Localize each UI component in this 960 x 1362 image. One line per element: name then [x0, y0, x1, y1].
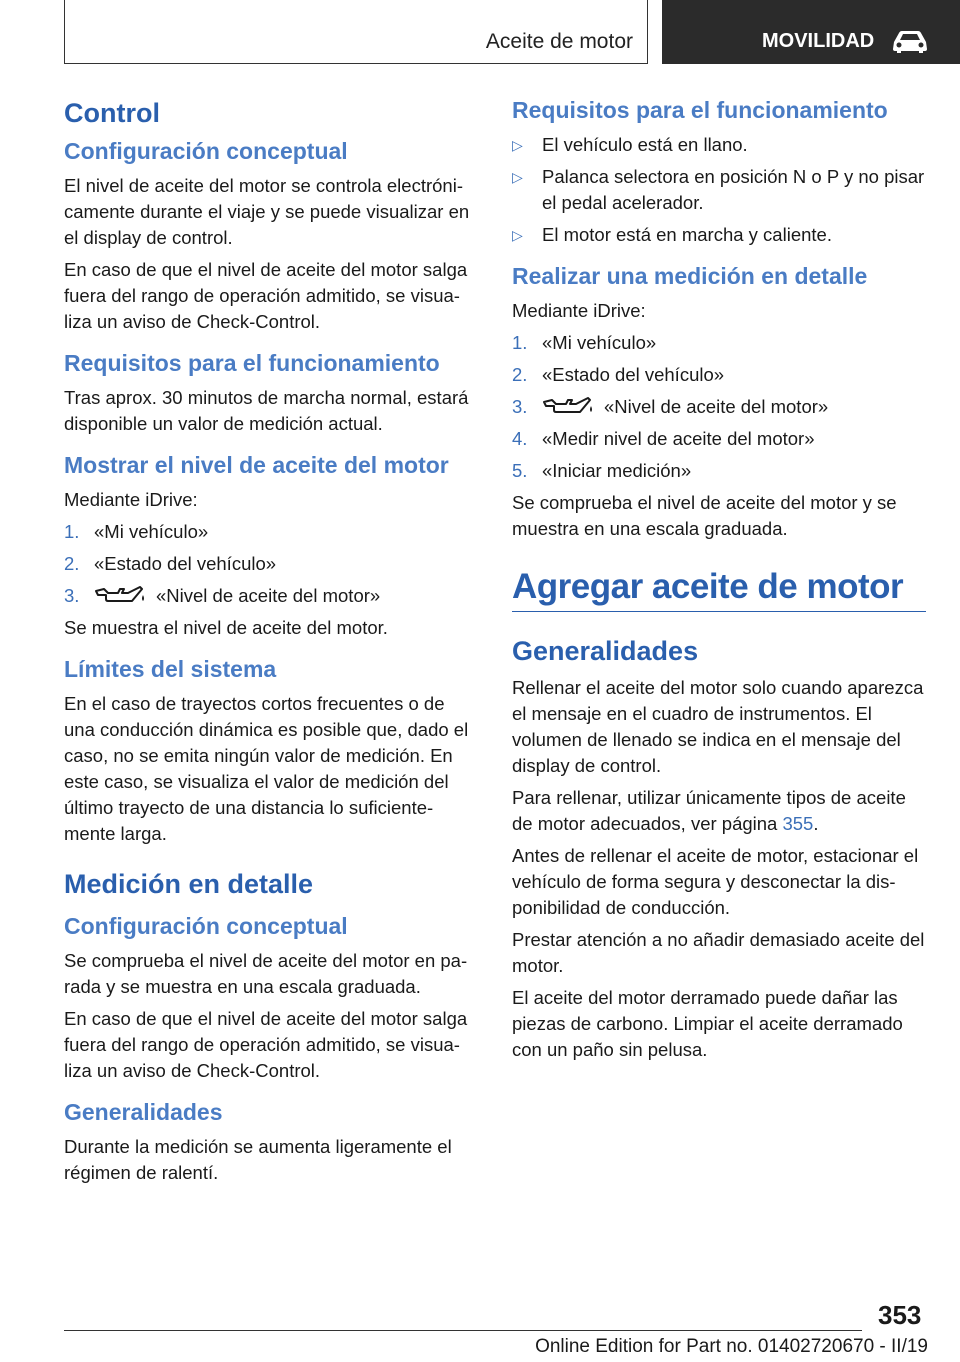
step-number: 3. [64, 584, 80, 606]
list-item [512, 426, 926, 452]
step-text: «Estado del vehículo» [542, 363, 725, 385]
heading-add-oil: Agregar aceite de motor [512, 564, 926, 613]
triangle-bullet-icon: ▷ [512, 168, 523, 185]
heading-detail-measure: Medición en detalle [64, 868, 314, 899]
paragraph: En caso de que el nivel de aceite del motor salga fuera del rango de operación admitido, se visualiza un aviso de Check-Control. [64, 258, 468, 332]
paragraph: Se comprueba el nivel de aceite del motor y se muestra en una escala graduada. [512, 491, 897, 539]
triangle-bullet-icon: ▷ [512, 226, 523, 243]
paragraph: Mediante iDrive: [512, 299, 646, 321]
heading-detail-measure: Realizar una medición en detalle [512, 262, 868, 289]
list-text: El motor está en marcha y caliente. [542, 223, 832, 245]
list-text: Palanca selectora en posición N o P y no pisar el pedal acelerador. [542, 165, 925, 213]
step-number: 2. [512, 363, 528, 385]
step-number: 3. [512, 395, 528, 417]
paragraph: Se muestra el nivel de aceite del motor. [64, 616, 388, 638]
list-item [512, 458, 926, 484]
step-text: «Mi vehículo» [542, 331, 657, 353]
paragraph: En caso de que el nivel de aceite del motor salga fuera del rango de operación admitido, se visualiza un aviso de Check-Control. [64, 1007, 468, 1081]
heading-config-1: Configuración conceptual [64, 138, 348, 165]
paragraph: En el caso de trayectos cortos frecuentes o de una conducción dinámica es posible que, dado el caso, no se emita ningún valor de medición. En este caso, se visualiza el valor de medición del último trayecto de una distancia lo suficientemente larga. [64, 692, 469, 844]
header-tab-label: MOVILIDAD [762, 30, 875, 52]
step-text: «Nivel de aceite del motor» [156, 584, 381, 606]
step-text: «Iniciar medición» [542, 459, 692, 481]
heading-control: Control [64, 98, 160, 128]
paragraph-text: . [813, 813, 819, 835]
step-text: «Mi vehículo» [94, 520, 209, 542]
step-number: 5. [512, 459, 528, 481]
paragraph: Rellenar el aceite del motor solo cuando aparezca el mensaje en el cuadro de instrumentos. El volumen de llenado se indica en el mensaje del display de control. [512, 677, 924, 777]
page-number: 353 [878, 1300, 922, 1330]
car-icon [890, 28, 930, 54]
heading-general: Generalidades [512, 636, 699, 667]
list-item [512, 132, 926, 158]
heading-system-limits: Límites del sistema [64, 655, 277, 682]
list-text: El vehículo está en llano. [542, 133, 748, 155]
left-column [64, 96, 478, 1192]
step-text: «Nivel de aceite del motor» [604, 395, 829, 417]
paragraph: Durante la medición se aumenta ligeramente el régimen de ralentí. [64, 1135, 452, 1183]
footer-divider [64, 1330, 862, 1331]
heading-general: Generalidades [64, 1098, 223, 1125]
heading-requirements: Requisitos para el funcionamiento [512, 97, 888, 123]
header-tab-movilidad[interactable] [662, 0, 960, 64]
list-item [512, 164, 926, 216]
paragraph [512, 785, 926, 837]
footer-edition: Online Edition for Part no. 01402720670 - II/19 [535, 1336, 928, 1357]
list-item [64, 519, 478, 545]
paragraph: Tras aprox. 30 minutos de marcha normal, estará disponible un valor de medición actual. [64, 386, 469, 434]
oil-can-icon [542, 396, 594, 416]
step-number: 2. [64, 552, 80, 574]
paragraph: El aceite del motor derramado puede dañar las piezas de carbono. Limpiar el aceite derramado con un paño sin pelusa. [512, 987, 903, 1061]
paragraph-text: Para rellenar, utilizar únicamente tipos de aceite de motor adecuados, ver página [512, 787, 906, 835]
requirements-list [512, 132, 926, 248]
paragraph: Mediante iDrive: [64, 488, 198, 510]
step-number: 1. [64, 520, 80, 542]
heading-requirements: Requisitos para el funcionamiento [64, 349, 440, 376]
list-item [512, 362, 926, 388]
heading-show-level: Mostrar el nivel de aceite del motor [64, 451, 449, 478]
oil-can-icon [94, 585, 146, 605]
step-text: «Estado del vehículo» [94, 552, 277, 574]
heading-config-2: Configuración conceptual [64, 912, 348, 939]
step-text: «Medir nivel de aceite del motor» [542, 427, 815, 449]
triangle-bullet-icon: ▷ [512, 136, 523, 153]
right-column [512, 96, 926, 1069]
step-number: 1. [512, 331, 528, 353]
header-frame [64, 0, 648, 64]
steps-list [512, 330, 926, 484]
paragraph: El nivel de aceite del motor se controla electrónicamente durante el viaje y se puede visualizar en el display de control. [64, 174, 470, 248]
step-number: 4. [512, 427, 528, 449]
page-link-355[interactable]: 355 [782, 813, 814, 835]
list-item [64, 551, 478, 577]
header-title: Aceite de motor [485, 30, 633, 53]
list-item [64, 583, 478, 609]
list-item [512, 222, 926, 248]
list-item [512, 394, 926, 420]
paragraph: Prestar atención a no añadir demasiado aceite del motor. [512, 929, 925, 977]
list-item [512, 330, 926, 356]
paragraph: Antes de rellenar el aceite de motor, estacionar el vehículo de forma segura y desconectar la disponibilidad de conducción. [512, 845, 919, 919]
steps-list [64, 519, 478, 609]
paragraph: Se comprueba el nivel de aceite del motor en parada y se muestra en una escala graduada. [64, 949, 468, 997]
